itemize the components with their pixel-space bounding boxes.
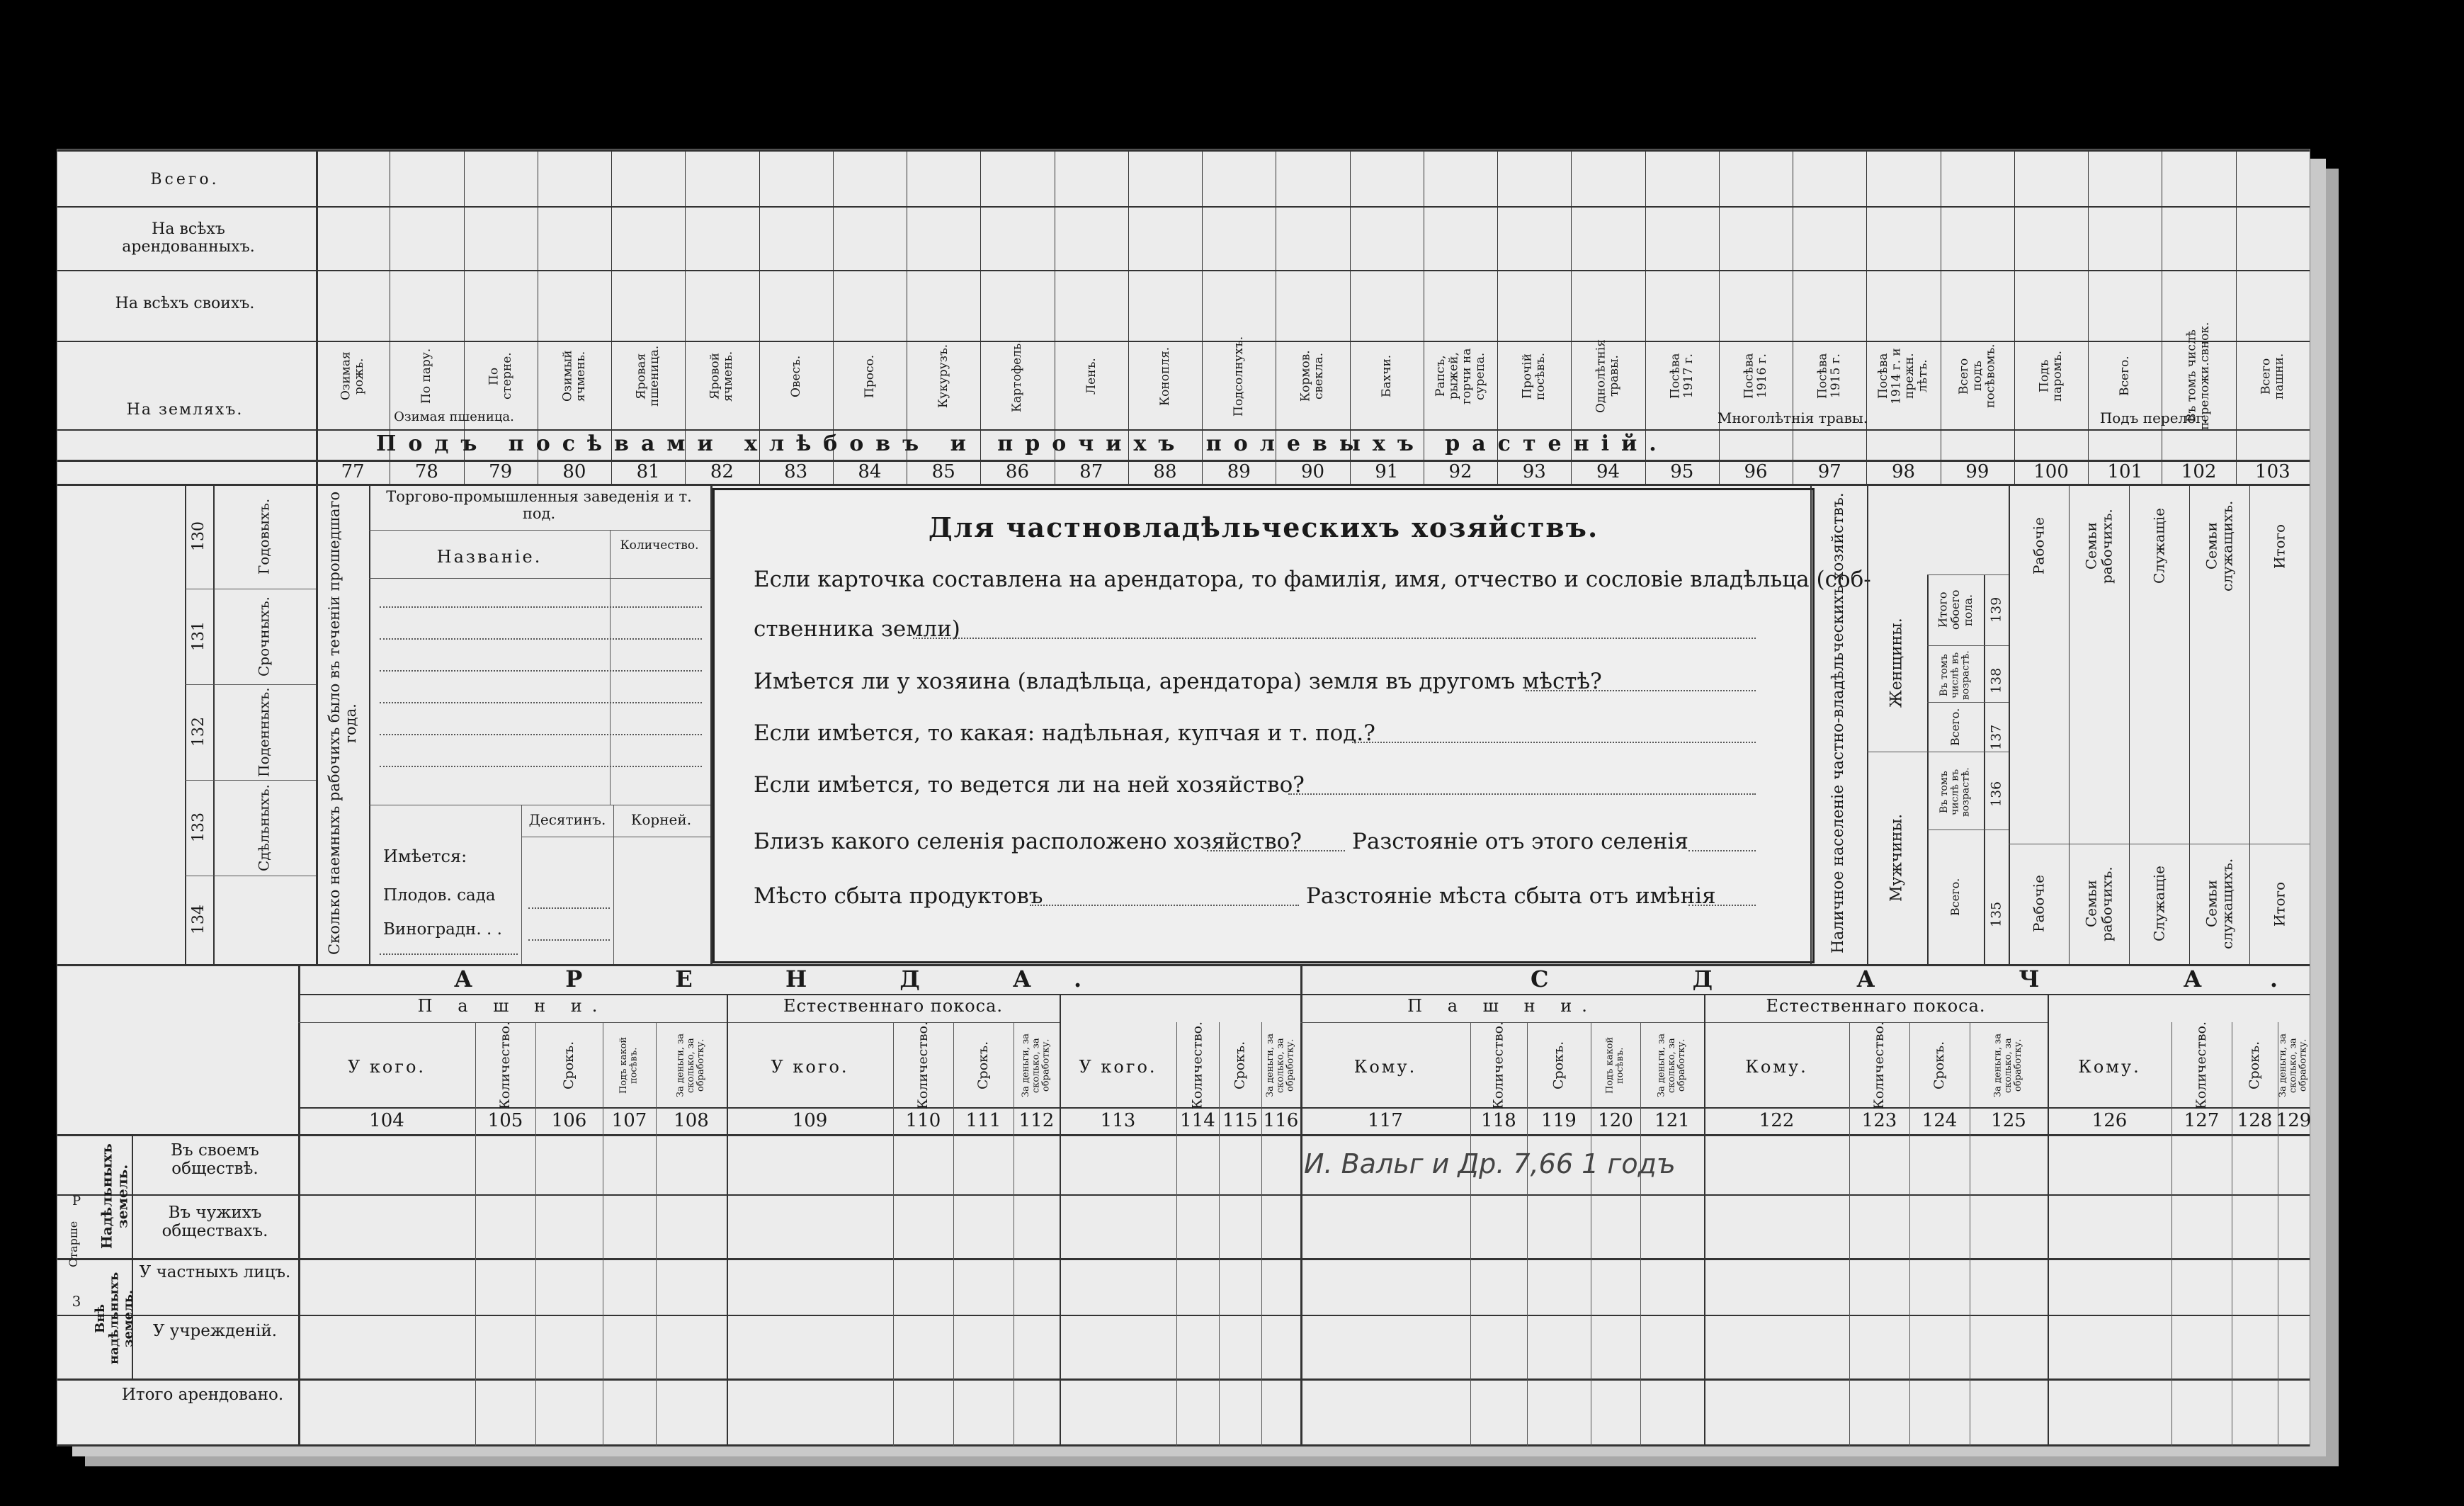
staff-col-top: Семьи рабочихъ.: [2082, 509, 2116, 584]
worker-col-number: 131: [189, 621, 208, 652]
bottom-col-u_kogo: У кого.: [771, 1057, 849, 1077]
staff-col-bottom: Рабочiе: [2030, 875, 2048, 933]
crop-col-label: Однолѣтнiя травы.: [1594, 339, 1622, 413]
worker-col-label: [216, 876, 312, 964]
crop-col-label: Посѣва 1916 г.: [1742, 353, 1770, 400]
population-col-number: 136: [1988, 781, 2004, 808]
crop-col-number: 85: [931, 461, 955, 482]
bottom-col-number: 118: [1481, 1110, 1516, 1131]
crop-col-label: Просо.: [862, 354, 877, 398]
population-col-number: 138: [1988, 667, 2004, 694]
bottom-col-number: 119: [1541, 1110, 1577, 1131]
staff-col-bottom: Служащiе: [2150, 866, 2168, 942]
crop-col-number: 77: [341, 461, 365, 482]
crop-col-number: 81: [636, 461, 660, 482]
staff-col-bottom: Итого: [2271, 881, 2288, 927]
crop-col-label: Всего пашни.: [2259, 353, 2286, 400]
group-ozimaya-pshenica: Озимая пшеница.: [394, 409, 514, 424]
question-nearest-village: Близъ какого селенiя расположено хозяйство?: [754, 829, 1302, 854]
row-label-arendovannykh: На всѣхъ арендованныхъ.: [122, 220, 255, 256]
worker-col-number: 134: [189, 905, 208, 935]
population-col-number: 137: [1988, 724, 2004, 751]
crop-col-number: 101: [2107, 461, 2143, 482]
crop-col-number: 88: [1153, 461, 1177, 482]
census-card-sheet: [57, 149, 2346, 1446]
bottom-col-pod_posev: Подъ какой посѣвъ.: [618, 1036, 640, 1094]
row-v-chuzhikh: Въ чужихъ обществахъ.: [161, 1204, 268, 1241]
bottom-col-number: 126: [2091, 1110, 2128, 1131]
bottom-col-kolichestvo: Количество.: [497, 1021, 513, 1109]
crop-col-number: 80: [562, 461, 586, 482]
crop-col-label: Кормов. свекла.: [1298, 350, 1327, 402]
crop-col-number: 96: [1744, 461, 1768, 482]
bottom-col-number: 125: [1991, 1110, 2026, 1131]
muzhchiny-label: Мужчины.: [1887, 813, 1906, 902]
crop-col-number: 86: [1005, 461, 1029, 482]
bottom-col-number: 106: [551, 1110, 587, 1131]
crop-col-number: 84: [858, 461, 882, 482]
crop-col-label: Яровой ячмень.: [708, 351, 736, 402]
question-farming: Если имѣется, то ведется ли на ней хозяйство?: [754, 772, 1305, 798]
question-market: Мѣсто сбыта продуктовъ: [754, 883, 1043, 909]
crop-col-label: По пару.: [419, 348, 434, 404]
staff-col-top: Итого: [2271, 523, 2288, 569]
muzh-v-tom: Въ томъ числѣ въ возрастѣ.: [1938, 767, 1972, 817]
bottom-col-number: 112: [1018, 1110, 1055, 1131]
bottom-col-za_dengi: За деньги, за сколько, за обработку.: [1656, 1034, 1688, 1098]
sad-label: Плодов. сада: [383, 886, 496, 905]
crop-col-label: Озимый ячмень.: [560, 350, 588, 402]
bottom-col-number: 109: [792, 1110, 828, 1131]
worker-col-label: Поденныхъ.: [255, 687, 273, 777]
crop-col-label: Посѣва 1914 г. и прежн. лѣтъ.: [1876, 348, 1931, 404]
crop-col-number: 94: [1596, 461, 1620, 482]
imeetsya-label: Имѣется:: [383, 847, 467, 866]
crop-col-number: 102: [2181, 461, 2217, 482]
row-label-na-zemlyakh: На земляхъ.: [126, 401, 244, 419]
nadel-label: Надѣльныхъ земель.: [98, 1143, 131, 1249]
bottom-col-number: 128: [2237, 1110, 2273, 1131]
bottom-group-pokos: Естественнаго покоса.: [1766, 996, 1986, 1016]
trade-name-header: Названiе.: [436, 547, 543, 567]
arenda-banner: А Р Е Н Д А.: [454, 966, 1125, 992]
side-mark-2: Старше: [67, 1221, 81, 1267]
population-col-number: 139: [1988, 596, 2004, 623]
bottom-col-za_dengi: За деньги, за сколько, за обработку.: [1021, 1034, 1052, 1098]
question-village-distance: Разстоянiе отъ этого селенiя: [1352, 829, 1688, 854]
crop-col-label: Посѣва 1917 г.: [1668, 353, 1696, 400]
bottom-col-kolichestvo: Количество.: [915, 1021, 931, 1109]
bottom-group-pashni: П а ш н и.: [417, 996, 608, 1016]
bottom-col-number: 113: [1100, 1110, 1136, 1131]
crop-col-label: Прочiй посѣвъ.: [1520, 352, 1548, 400]
worker-col-number: 133: [189, 813, 208, 843]
crop-col-label: Всего подъ посѣвомъ.: [1956, 344, 1998, 409]
bottom-col-srok: Срокъ.: [2247, 1041, 2263, 1090]
crop-col-label: Бахчи.: [1379, 354, 1394, 398]
crop-col-number: 89: [1227, 461, 1251, 482]
bottom-col-number: 110: [905, 1110, 941, 1131]
crop-col-number: 91: [1375, 461, 1399, 482]
bottom-col-number: 117: [1368, 1110, 1403, 1131]
population-label: Наличное населенiе частно-владѣльческихъ хозяйствъ.: [1829, 492, 1847, 954]
bottom-col-za_dengi: За деньги, за сколько, за обработку.: [2278, 1034, 2309, 1098]
bottom-group-pokos: Естественнаго покоса.: [783, 996, 1004, 1016]
crop-col-number: 83: [784, 461, 808, 482]
crop-col-label: Подсолнухъ.: [1231, 336, 1246, 417]
question-owner-line2: ственника земли): [754, 616, 960, 642]
crop-col-number: 90: [1300, 461, 1325, 482]
bottom-col-number: 111: [965, 1110, 1001, 1131]
crop-col-number: 82: [710, 461, 734, 482]
crop-col-label: Посѣва 1915 г.: [1815, 353, 1844, 400]
crop-col-number: 98: [1892, 461, 1916, 482]
group-mnogoletnie: Многолѣтнiя травы.: [1717, 409, 1868, 426]
row-chastnykh: У частныхъ лицъ.: [139, 1263, 291, 1281]
side-mark-3: 3: [72, 1293, 81, 1310]
trade-title: Торгово-промышленныя заведенiя и т. под.: [386, 488, 692, 523]
bottom-col-komu: Кому.: [2078, 1057, 2141, 1077]
question-owner-line1: Если карточка составлена на арендатора, то фамилiя, имя, отчество и сословiе владѣльца (соб-: [754, 567, 1871, 592]
staff-col-top: Семьи служащихъ.: [2203, 500, 2236, 592]
crop-col-label: Конопля.: [1157, 346, 1172, 406]
bottom-col-number: 129: [2276, 1110, 2312, 1131]
crop-col-number: 97: [1817, 461, 1841, 482]
worker-col-label: Сдѣльныхъ.: [255, 784, 273, 871]
bottom-col-number: 107: [611, 1110, 647, 1131]
side-mark-1: Р: [72, 1194, 81, 1208]
vinograd-label: Виноградн. . .: [383, 920, 502, 939]
bottom-col-number: 127: [2184, 1110, 2220, 1131]
bottom-col-number: 114: [1180, 1110, 1215, 1131]
row-uchrezhd: У учрежденiй.: [152, 1322, 278, 1340]
row-itogo: Итого арендовано.: [121, 1386, 284, 1404]
crop-col-number: 99: [1965, 461, 1989, 482]
bottom-col-srok: Срокъ.: [1550, 1041, 1567, 1090]
bottom-col-pod_posev: Подъ какой посѣвъ.: [1604, 1036, 1625, 1094]
bottom-col-komu: Кому.: [1745, 1057, 1808, 1077]
worker-col-number: 132: [189, 717, 208, 747]
handwritten-entry: И. Вальг и Др. 7,66 1 годъ: [1304, 1148, 1676, 1179]
bottom-col-za_dengi: За деньги, за сколько, за обработку.: [1992, 1034, 2024, 1098]
row-v-svoem: Въ своемъ обществѣ.: [171, 1141, 259, 1179]
row-label-svoikh: На всѣхъ своихъ.: [115, 295, 255, 312]
crop-banner: Подъ посѣвами хлѣбовъ и прочихъ полевыхъ растенiй.: [376, 431, 1669, 456]
crop-col-label: Кукурузъ.: [936, 344, 950, 409]
question-other-land: Имѣется ли у хозяина (владѣльца, арендатора) земля въ другомъ мѣстѣ?: [754, 669, 1602, 694]
question-land-type: Если имѣется, то какая: надѣльная, купчая и т. под.?: [754, 720, 1375, 746]
crop-col-label: Рапсъ, рыжей, горчи на сурепа.: [1433, 348, 1487, 404]
zhen-vsego: Всего.: [1948, 708, 1963, 746]
bottom-col-number: 121: [1654, 1110, 1690, 1131]
crop-col-label: Подъ паромъ.: [2037, 350, 2065, 402]
bottom-col-number: 116: [1263, 1110, 1299, 1131]
crop-col-label: Всего.: [2118, 356, 2132, 397]
muzh-vsego: Всего.: [1948, 878, 1963, 916]
staff-col-bottom: Семьи рабочихъ.: [2082, 866, 2116, 941]
korney-header: Корней.: [630, 811, 692, 828]
bottom-col-srok: Срокъ.: [1232, 1041, 1248, 1090]
staff-col-top: Рабочiе: [2030, 517, 2048, 575]
bottom-col-srok: Срокъ.: [975, 1041, 992, 1090]
bottom-group-pashni: П а ш н и.: [1407, 996, 1597, 1016]
staff-col-bottom: Семьи служащихъ.: [2203, 858, 2236, 950]
worker-col-label: Срочныхъ.: [255, 596, 273, 676]
bottom-col-srok: Срокъ.: [1931, 1041, 1948, 1090]
crop-col-label: Ленъ.: [1084, 358, 1098, 395]
crop-col-number: 79: [489, 461, 513, 482]
zhen-v-tom: Въ томъ числѣ въ возрастѣ.: [1938, 650, 1972, 701]
bottom-col-u_kogo: У кого.: [347, 1057, 426, 1077]
crop-col-number: 103: [2255, 461, 2290, 482]
bottom-col-number: 115: [1222, 1110, 1258, 1131]
worker-col-number: 130: [189, 521, 208, 551]
bottom-col-kolichestvo: Количество.: [1490, 1021, 1506, 1109]
crop-col-number: 95: [1670, 461, 1694, 482]
bottom-col-za_dengi: За деньги, за сколько, за обработку.: [1265, 1034, 1296, 1098]
bottom-col-kolichestvo: Количество.: [1871, 1021, 1887, 1109]
workers-label: Сколько наемныхъ рабочихъ было въ теченiи прошедшаго года.: [325, 491, 359, 956]
bottom-col-komu: Кому.: [1353, 1057, 1417, 1077]
population-col-number: 135: [1988, 901, 2004, 928]
crop-col-number: 87: [1079, 461, 1103, 482]
bottom-col-kolichestvo: Количество.: [2193, 1021, 2210, 1109]
bottom-col-srok: Срокъ.: [561, 1041, 577, 1090]
crop-col-number: 100: [2033, 461, 2069, 482]
vne-nadel-label: Внѣ надѣльныхъ земель.: [92, 1272, 136, 1365]
bottom-col-number: 122: [1759, 1110, 1795, 1131]
crop-col-label: Яровая пшеница.: [634, 345, 662, 407]
zhenshchiny-label: Женщины.: [1887, 618, 1906, 708]
bottom-col-u_kogo: У кого.: [1079, 1057, 1157, 1077]
bottom-col-number: 105: [487, 1110, 523, 1131]
crop-col-number: 92: [1448, 461, 1472, 482]
trade-qty-header: Количество.: [620, 538, 699, 553]
group-pod-perelog: Подъ перелог.: [2099, 409, 2208, 426]
crop-col-label: Овесъ.: [788, 355, 803, 397]
crop-col-number: 78: [414, 461, 438, 482]
bottom-col-number: 104: [369, 1110, 404, 1131]
bottom-col-number: 120: [1598, 1110, 1633, 1131]
crop-col-label: Въ томъ числѣ переложи.свнок.: [2184, 322, 2213, 431]
worker-col-label: Годовыхъ.: [255, 498, 273, 574]
question-market-distance: Разстоянiе мѣста сбыта отъ имѣнiя: [1306, 883, 1716, 909]
box-title: Для частновладѣльческихъ хозяйствъ.: [928, 511, 1599, 543]
row-label-vsego: Всего.: [150, 171, 220, 188]
bottom-col-number: 108: [674, 1110, 709, 1131]
bottom-col-number: 124: [1921, 1110, 1958, 1131]
bottom-col-za_dengi: За деньги, за сколько, за обработку.: [675, 1034, 707, 1098]
bottom-col-kolichestvo: Количество.: [1189, 1021, 1205, 1109]
bottom-col-number: 123: [1861, 1110, 1897, 1131]
crop-col-label: По стерне.: [486, 352, 514, 400]
crop-col-label: Озимая рожь.: [339, 351, 367, 401]
itogo-obe-pola: Итого обоего пола.: [1936, 589, 1975, 630]
crop-col-number: 93: [1522, 461, 1546, 482]
crop-col-label: Картофель.: [1010, 339, 1025, 413]
desyatin-header: Десятинъ.: [528, 811, 606, 828]
staff-col-top: Служащiе: [2150, 508, 2168, 584]
sdacha-banner: С Д А Ч А.: [1531, 966, 2346, 992]
